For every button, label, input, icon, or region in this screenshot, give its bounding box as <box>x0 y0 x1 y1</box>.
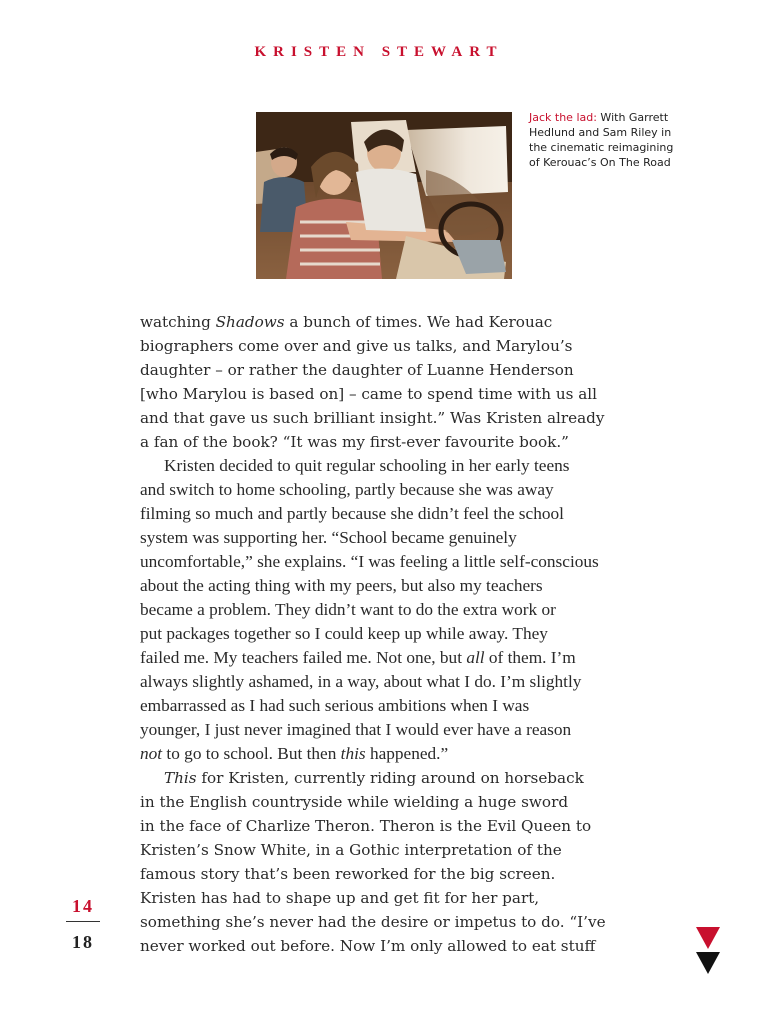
line-text: in the English countryside while wielding a huge sword <box>140 793 569 811</box>
caption-line: the cinematic reimagining <box>529 141 674 154</box>
line-text: younger, I just never imagined that I would ever have a reason <box>140 720 572 739</box>
current-page: 14 <box>72 896 94 916</box>
line-text: Kristen has had to shape up and get fit for her part, <box>140 889 540 907</box>
line-text: of them. I’m <box>484 648 576 667</box>
article-line <box>140 622 640 646</box>
article-line <box>140 694 640 718</box>
article-line <box>140 646 640 670</box>
article-line <box>140 502 640 526</box>
line-text: and switch to home schooling, partly because she was away <box>140 480 554 499</box>
emphasis-text: all <box>466 648 485 667</box>
photo-caption <box>529 110 719 170</box>
line-text: system was supporting her. “School became genuinely <box>140 528 517 547</box>
line-text: never worked out before. Now I’m only allowed to eat stuff <box>140 937 596 955</box>
article-line <box>140 718 640 742</box>
line-text: biographers come over and give us talks, and Marylou’s <box>140 337 573 355</box>
section-header <box>0 44 758 61</box>
line-text: embarrassed as I had such serious ambitions when I was <box>140 696 530 715</box>
caption-line: With Garrett <box>596 111 669 124</box>
article-line <box>140 430 640 454</box>
article-line <box>140 526 640 550</box>
line-text: became a problem. They didn’t want to do the extra work or <box>140 600 556 619</box>
line-text: for Kristen, currently riding around on horseback <box>196 769 584 787</box>
line-text: about the acting thing with my peers, but also my teachers <box>140 576 543 595</box>
article-line <box>140 886 640 910</box>
line-text: uncomfortable,” she explains. “I was feeling a little self-conscious <box>140 552 599 571</box>
article-line <box>140 310 640 334</box>
line-text: famous story that’s been reworked for the big screen. <box>140 865 556 883</box>
triangle-down-red-icon <box>696 927 720 949</box>
article-line <box>140 478 640 502</box>
line-text: filming so much and partly because she didn’t feel the school <box>140 504 564 523</box>
line-text: to go to school. But then <box>162 744 341 763</box>
article-line <box>140 574 640 598</box>
article-line <box>140 862 640 886</box>
line-text: in the face of Charlize Theron. Theron is the Evil Queen to <box>140 817 592 835</box>
line-text: Kristen decided to quit regular schooling in her early teens <box>164 456 570 475</box>
article-body <box>140 310 640 958</box>
article-line <box>140 766 640 790</box>
line-text: a fan of the book? “It was my first-ever favourite book.” <box>140 433 569 451</box>
article-line <box>140 838 640 862</box>
line-text: put packages together so I could keep up while away. They <box>140 624 548 643</box>
line-text: failed me. My teachers failed me. Not one, but <box>140 648 467 667</box>
emphasis-text: Shadows <box>215 313 285 331</box>
line-text: Kristen’s Snow White, in a Gothic interpretation of the <box>140 841 562 859</box>
article-line <box>140 454 640 478</box>
line-text: always slightly ashamed, in a way, about what I do. I’m slightly <box>140 672 582 691</box>
caption-line: Hedlund and Sam Riley in <box>529 126 672 139</box>
line-text: happened.” <box>365 744 449 763</box>
line-text: and that gave us such brilliant insight.” Was Kristen already <box>140 409 605 427</box>
article-line <box>140 670 640 694</box>
line-text: a bunch of times. We had Kerouac <box>284 313 553 331</box>
line-text: daughter – or rather the daughter of Luanne Henderson <box>140 361 574 379</box>
article-line <box>140 382 640 406</box>
photo-illustration <box>256 112 512 279</box>
article-line <box>140 334 640 358</box>
line-text: something she’s never had the desire or impetus to do. “I’ve <box>140 913 606 931</box>
header-title: KRISTEN STEWART <box>254 44 504 60</box>
caption-lead: Jack the lad: <box>529 111 597 124</box>
line-text: [who Marylou is based on] – came to spend time with us all <box>140 385 598 403</box>
article-line <box>140 814 640 838</box>
emphasis-text: not <box>140 744 163 763</box>
article-line <box>140 934 640 958</box>
article-line <box>140 742 640 766</box>
total-pages: 18 <box>72 932 94 952</box>
article-line <box>140 598 640 622</box>
article-line <box>140 790 640 814</box>
film-still-photo <box>256 112 512 279</box>
article-line <box>140 358 640 382</box>
triangle-down-black-icon <box>696 952 720 974</box>
emphasis-text: this <box>340 744 366 763</box>
page-nav-arrows-icon[interactable] <box>696 927 720 975</box>
page-indicator <box>66 893 100 954</box>
article-line <box>140 550 640 574</box>
page-divider <box>66 921 100 922</box>
caption-line: of Kerouac’s On The Road <box>529 156 671 169</box>
article-line <box>140 406 640 430</box>
line-text: watching <box>140 313 216 331</box>
emphasis-text: This <box>164 769 197 787</box>
article-line <box>140 910 640 934</box>
